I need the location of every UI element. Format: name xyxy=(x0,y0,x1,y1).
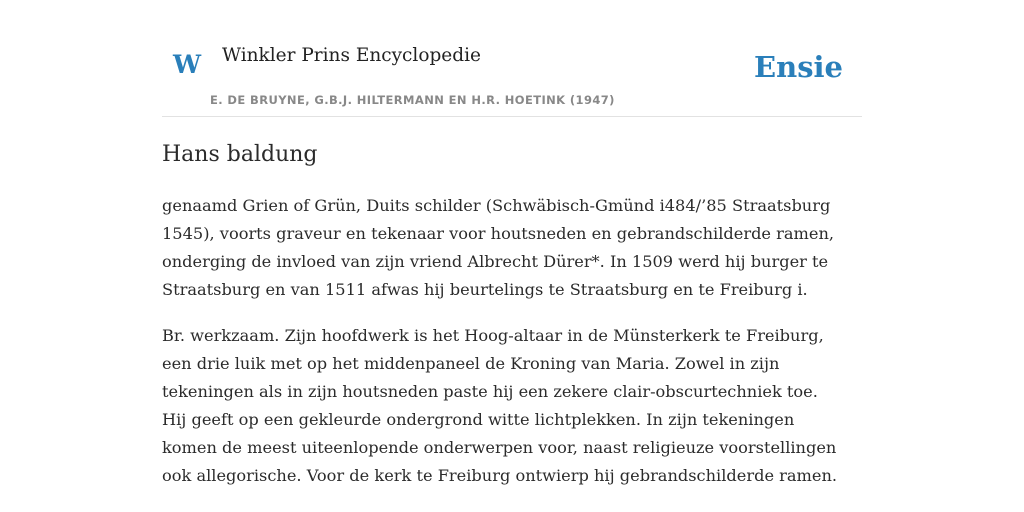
publication-title[interactable]: Winkler Prins Encyclopedie xyxy=(222,45,481,66)
paragraph-line: onderging de invloed van zijn vriend Albrecht Dürer*. In 1509 werd hij burger te xyxy=(162,252,829,271)
paragraph-line: komen de meest uiteenlopende onderwerpen voor, naast religieuze voorstellingen xyxy=(162,438,837,457)
article-title: Hans baldung xyxy=(162,142,318,167)
article-body xyxy=(162,192,862,508)
paragraph-line: genaamd Grien of Grün, Duits schilder (Schwäbisch-Gmünd i484/’85 Straatsburg xyxy=(162,196,831,215)
paragraph-line: ook allegorische. Voor de kerk te Freiburg ontwierp hij gebrandschilderde ramen. xyxy=(162,466,838,485)
paragraph-line: Br. werkzaam. Zijn hoofdwerk is het Hoog-altaar in de Münsterkerk te Freiburg, xyxy=(162,326,824,345)
publication-authors: E. DE BRUYNE, G.B.J. HILTERMANN EN H.R. HOETINK (1947) xyxy=(210,93,615,107)
paragraph-line: tekeningen als in zijn houtsneden paste hij een zekere clair-obscurtechniek toe. xyxy=(162,382,818,401)
site-header xyxy=(162,0,862,117)
paragraph-line: Hij geeft op een gekleurde ondergrond witte lichtplekken. In zijn tekeningen xyxy=(162,410,795,429)
paragraph-line: 1545), voorts graveur en tekenaar voor houtsneden en gebrandschilderde ramen, xyxy=(162,224,835,243)
article-paragraph xyxy=(162,322,862,490)
paragraph-line: een drie luik met op het middenpaneel de Kroning van Maria. Zowel in zijn xyxy=(162,354,780,373)
article-paragraph xyxy=(162,192,862,304)
paragraph-line: Straatsburg en van 1511 afwas hij beurtelings te Straatsburg en te Freiburg i. xyxy=(162,280,808,299)
encyclopedia-logo-icon[interactable]: W xyxy=(173,50,202,79)
ensie-logo[interactable]: Ensie xyxy=(754,50,843,84)
